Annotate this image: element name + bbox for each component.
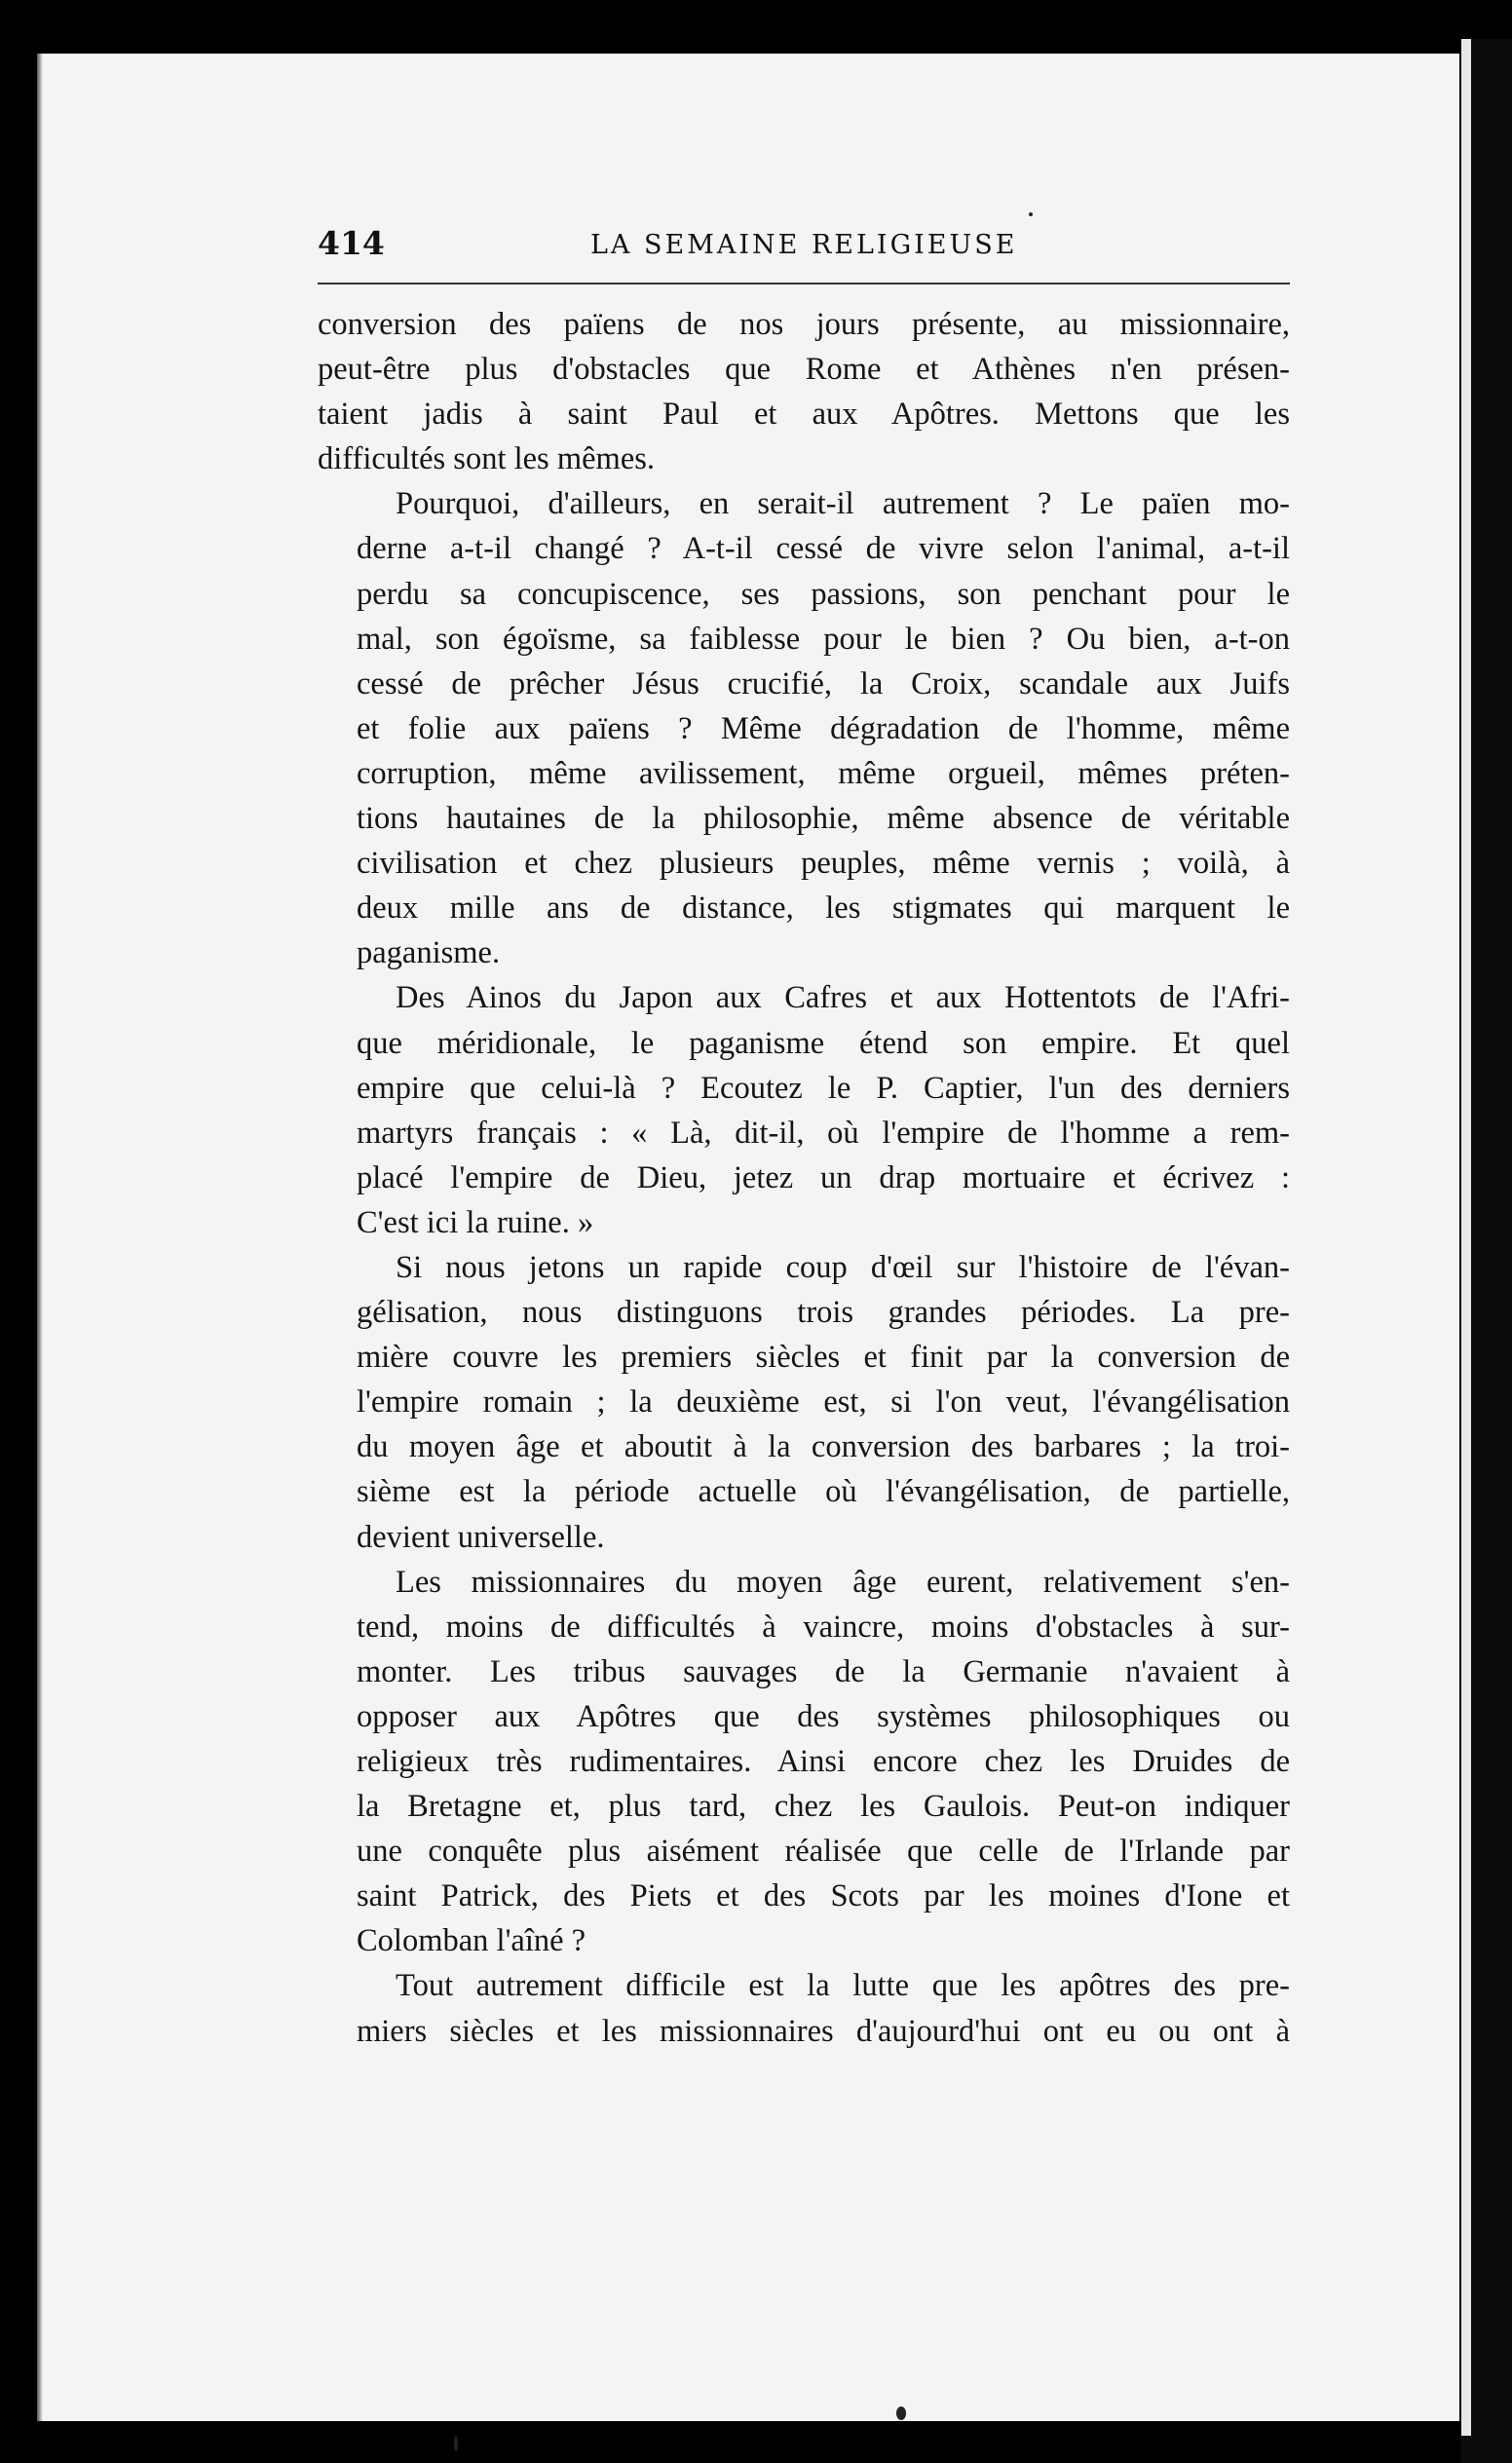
text-line: taient jadis à saint Paul et aux Apôtres. Mettons que les: [318, 397, 1290, 433]
text-line: Pourquoi, d'ailleurs, en serait-il autrement ? Le païen mo-: [396, 486, 1290, 522]
text-line: religieux très rudimentaires. Ainsi encore chez les Druides de: [357, 1744, 1290, 1779]
page-header: [318, 224, 1292, 269]
paragraph: [318, 1963, 1290, 2053]
text-line: C'est ici la ruine. »: [357, 1204, 594, 1240]
text-line: peut-être plus d'obstacles que Rome et Athènes n'en présen-: [318, 352, 1290, 388]
paragraph: [318, 1560, 1290, 1964]
text-line: gélisation, nous distinguons trois grandes périodes. La pre-: [357, 1295, 1290, 1331]
text-line: Colomban l'aîné ?: [357, 1923, 586, 1959]
text-line: devient universelle.: [357, 1519, 605, 1555]
text-line: une conquête plus aisément réalisée que celle de l'Irlande par: [357, 1834, 1290, 1870]
text-line: conversion des païens de nos jours présente, au missionnaire,: [318, 307, 1290, 342]
text-line: opposer aux Apôtres que des systèmes philosophiques ou: [357, 1698, 1290, 1734]
paragraph: [318, 975, 1290, 1245]
text-line: tions hautaines de la philosophie, même absence de véritable: [357, 801, 1290, 837]
scan-speck: [1029, 212, 1033, 216]
next-page-edge: [1461, 39, 1471, 2436]
text-line: martyrs français : « Là, dit-il, où l'empire de l'homme a rem-: [357, 1115, 1290, 1151]
text-line: paganisme.: [357, 935, 501, 971]
running-title: LA SEMAINE RELIGIEUSE: [590, 230, 1018, 260]
text-line: perdu sa concupiscence, ses passions, son penchant pour le: [357, 576, 1290, 612]
text-line: sième est la période actuelle où l'évangélisation, de partielle,: [357, 1474, 1290, 1510]
paragraph: [318, 1245, 1290, 1560]
text-line: la Bretagne et, plus tard, chez les Gaulois. Peut-on indiquer: [357, 1789, 1290, 1825]
text-line: Les missionnaires du moyen âge eurent, relativement s'en-: [396, 1564, 1290, 1600]
text-line: monter. Les tribus sauvages de la Germanie n'avaient à: [357, 1653, 1290, 1689]
text-line: et folie aux païens ? Même dégradation de l'homme, même: [357, 710, 1290, 746]
body-text: [318, 302, 1290, 2054]
text-line: civilisation et chez plusieurs peuples, même vernis ; voilà, à: [357, 846, 1290, 882]
scan-speck: [454, 2436, 458, 2451]
text-line: saint Patrick, des Piets et des Scots par les moines d'Ione et: [357, 1878, 1290, 1914]
header-rule: [318, 283, 1290, 284]
text-line: miers siècles et les missionnaires d'aujourd'hui ont eu ou ont à: [357, 2013, 1290, 2049]
page-number: 414: [318, 224, 385, 262]
text-line: tend, moins de difficultés à vaincre, moins d'obstacles à sur-: [357, 1609, 1290, 1645]
text-line: l'empire romain ; la deuxième est, si l'on veut, l'évangélisation: [357, 1384, 1290, 1421]
text-line: Si nous jetons un rapide coup d'œil sur l'histoire de l'évan-: [396, 1249, 1290, 1285]
text-line: difficultés sont les mêmes.: [318, 441, 656, 477]
text-line: du moyen âge et aboutit à la conversion des barbares ; la troi-: [357, 1429, 1290, 1465]
text-line: que méridionale, le paganisme étend son empire. Et quel: [357, 1025, 1290, 1061]
text-line: placé l'empire de Dieu, jetez un drap mortuaire et écrivez :: [357, 1159, 1290, 1195]
text-line: corruption, même avilissement, même orgueil, mêmes préten-: [357, 755, 1290, 791]
text-line: empire que celui-là ? Ecoutez le P. Captier, l'un des derniers: [357, 1070, 1290, 1106]
text-line: derne a-t-il changé ? A-t-il cessé de vivre selon l'animal, a-t-il: [357, 531, 1290, 567]
paragraph: [318, 302, 1290, 481]
text-line: deux mille ans de distance, les stigmates qui marquent le: [357, 890, 1290, 927]
text-line: mal, son égoïsme, sa faiblesse pour le bien ? Ou bien, a-t-on: [357, 621, 1290, 657]
scan-speck: [896, 2406, 906, 2420]
text-line: cessé de prêcher Jésus crucifié, la Croix, scandale aux Juifs: [357, 665, 1290, 701]
paragraph: [318, 481, 1290, 975]
text-line: Des Ainos du Japon aux Cafres et aux Hottentots de l'Afri-: [396, 980, 1290, 1016]
text-line: mière couvre les premiers siècles et finit par la conversion de: [357, 1340, 1290, 1376]
text-line: Tout autrement difficile est la lutte que les apôtres des pre-: [396, 1968, 1290, 2004]
